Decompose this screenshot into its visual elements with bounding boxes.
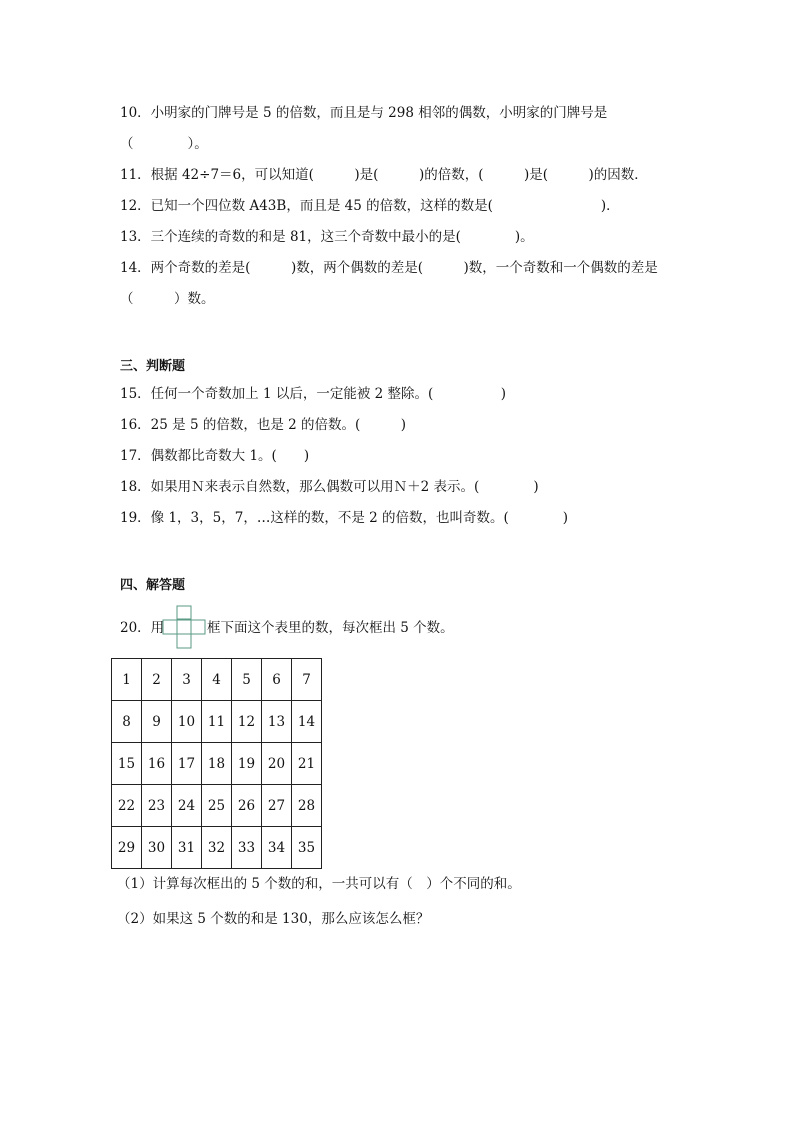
grid-cell: 30 (142, 827, 172, 869)
grid-cell: 2 (142, 659, 172, 701)
cross-frame-icon (162, 605, 206, 649)
question-20-sub-2: （2）如果这 5 个数的和是 130，那么应该怎么框？ (117, 911, 430, 927)
grid-cell: 27 (262, 785, 292, 827)
question-19: 19．像 1，3，5，7，…这样的数，不是 2 的倍数，也叫奇数。( ) (120, 510, 569, 526)
grid-cell: 11 (202, 701, 232, 743)
question-18: 18．如果用Ｎ来表示自然数，那么偶数可以用Ｎ＋2 表示。( ) (120, 479, 539, 495)
grid-cell: 33 (232, 827, 262, 869)
question-10-line-2: （ ）。 (120, 136, 208, 152)
question-17: 17．偶数都比奇数大 1。( ) (120, 448, 310, 464)
grid-cell: 21 (292, 743, 322, 785)
question-14-line-1: 14．两个奇数的差是( )数，两个偶数的差是( )数，一个奇数和一个偶数的差是 (120, 260, 658, 276)
grid-cell: 13 (262, 701, 292, 743)
grid-row (112, 701, 322, 743)
question-20-sub-1: （1）计算每次框出的 5 个数的和，一共可以有（ ）个不同的和。 (117, 876, 521, 892)
question-13: 13．三个连续的奇数的和是 81，这三个奇数中最小的是( )。 (120, 229, 534, 245)
grid-cell: 12 (232, 701, 262, 743)
number-grid (111, 658, 322, 869)
grid-cell: 8 (112, 701, 142, 743)
grid-cell: 5 (232, 659, 262, 701)
grid-cell: 4 (202, 659, 232, 701)
grid-cell: 20 (262, 743, 292, 785)
question-12: 12．已知一个四位数 A43B，而且是 45 的倍数，这样的数是( )． (120, 198, 620, 214)
question-10-line-1: 10．小明家的门牌号是 5 的倍数，而且是与 298 相邻的偶数，小明家的门牌号是 (120, 105, 608, 121)
grid-cell: 22 (112, 785, 142, 827)
grid-row (112, 659, 322, 701)
grid-cell: 17 (172, 743, 202, 785)
grid-cell: 18 (202, 743, 232, 785)
grid-row (112, 785, 322, 827)
grid-cell: 35 (292, 827, 322, 869)
grid-cell: 31 (172, 827, 202, 869)
question-20-suffix: 框下面这个表里的数，每次框出 5 个数。 (207, 620, 454, 636)
question-14-line-2: （ ）数。 (120, 291, 215, 307)
grid-cell: 26 (232, 785, 262, 827)
grid-cell: 3 (172, 659, 202, 701)
question-15: 15．任何一个奇数加上 1 以后，一定能被 2 整除。( ) (120, 386, 507, 402)
grid-cell: 9 (142, 701, 172, 743)
grid-cell: 29 (112, 827, 142, 869)
grid-cell: 7 (292, 659, 322, 701)
grid-cell: 23 (142, 785, 172, 827)
grid-cell: 32 (202, 827, 232, 869)
grid-row (112, 743, 322, 785)
grid-cell: 24 (172, 785, 202, 827)
grid-cell: 1 (112, 659, 142, 701)
question-11: 11．根据 42÷7＝6，可以知道( )是( )的倍数，( )是( )的因数． (120, 167, 648, 183)
grid-cell: 34 (262, 827, 292, 869)
grid-cell: 15 (112, 743, 142, 785)
section-3-title: 三、判断题 (120, 359, 186, 374)
question-16: 16．25 是 5 的倍数，也是 2 的倍数。( ) (120, 417, 407, 433)
grid-row (112, 827, 322, 869)
grid-cell: 6 (262, 659, 292, 701)
grid-cell: 10 (172, 701, 202, 743)
grid-cell: 16 (142, 743, 172, 785)
grid-cell: 25 (202, 785, 232, 827)
question-20-prefix: 20．用 (120, 620, 165, 636)
section-4-title: 四、解答题 (120, 578, 186, 593)
grid-cell: 19 (232, 743, 262, 785)
grid-cell: 28 (292, 785, 322, 827)
grid-cell: 14 (292, 701, 322, 743)
